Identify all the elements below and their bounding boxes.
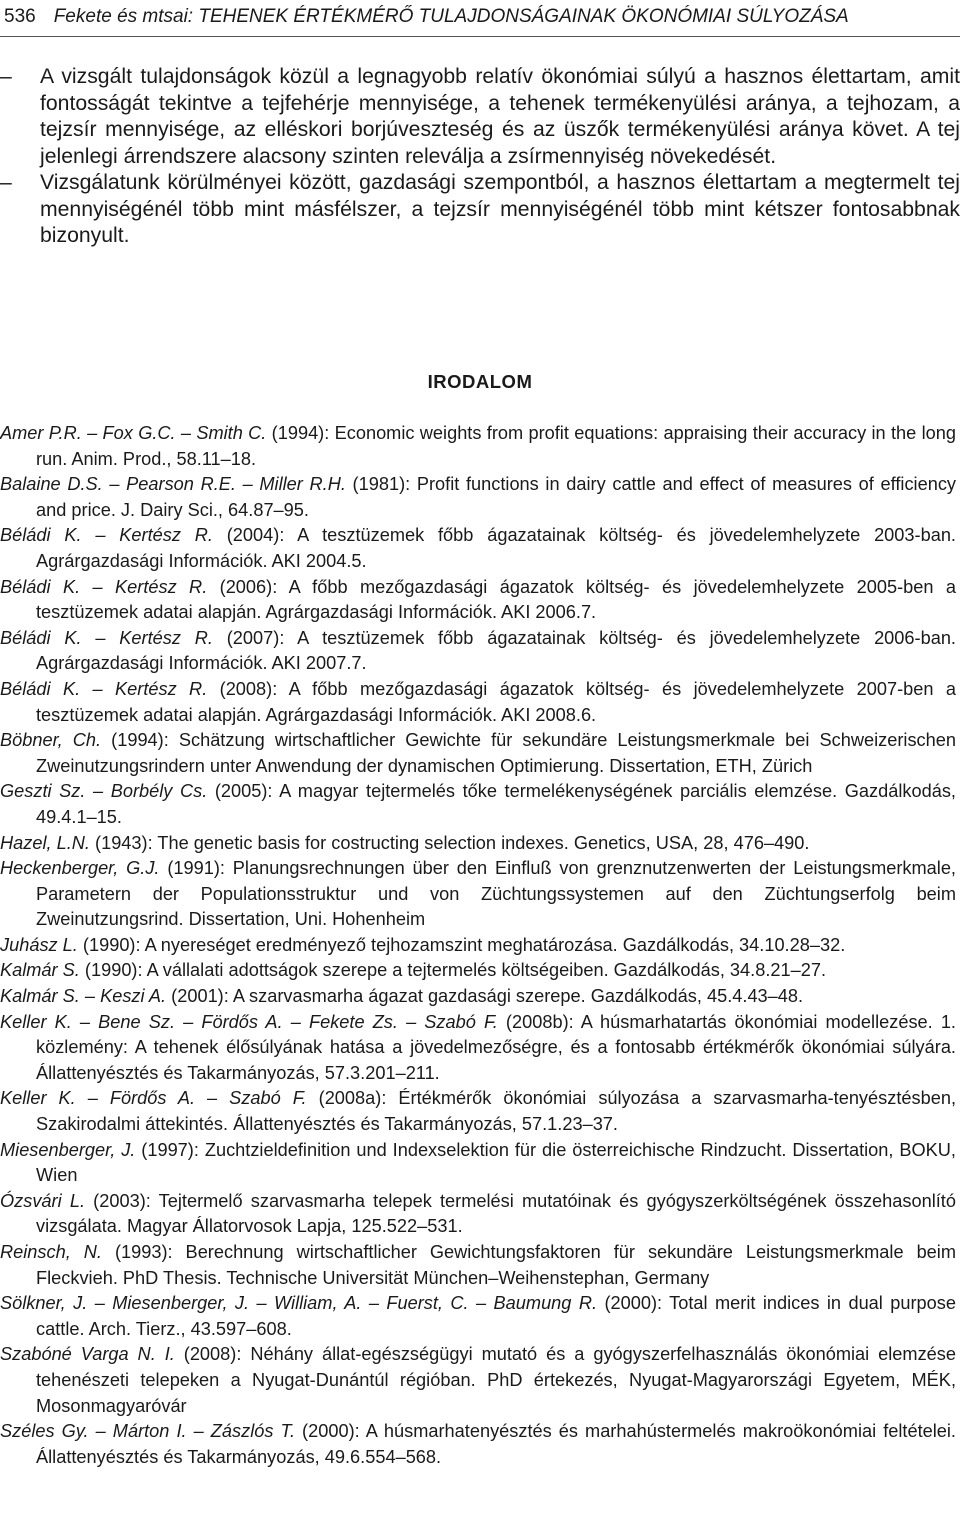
reference-item: [0, 779, 956, 830]
reference-list: [0, 421, 956, 1470]
reference-details: (1990): A vállalati adottságok szerepe a tejtermelés költségeiben. Gazdálkodás, 34.8.21–27.: [79, 960, 827, 981]
reference-authors: Keller K. – Fördős A. – Szabó F.: [0, 1088, 307, 1109]
bullet-item: [0, 170, 960, 250]
reference-details: (2008): Néhány állat-egészségügyi mutató és a gyógyszerfelhasználás ökonómiai elemzése tehenészeti telepeken a Nyugat-Dunántúl régióban. PhD értekezés, Nyugat-Magyarországi Egyetem, MÉK, Mosonmagyaróvár: [36, 1344, 956, 1416]
reference-item: [0, 677, 956, 728]
reference-item: [0, 523, 956, 574]
reference-authors: Béládi K. – Kertész R.: [0, 627, 213, 648]
reference-details: (1994): Economic weights from profit equations: appraising their accuracy in the long run. Anim. Prod., 58.11–18.: [36, 423, 956, 469]
reference-details: (1994): Schätzung wirtschaftlicher Gewichte für sekundäre Leistungsmerkmale bei Schweizerischen Zweinutzungsrindern unter Anwendung der dynamischen Optimierung. Dissertation, ETH, Zürich: [36, 730, 956, 776]
reference-item: [0, 575, 956, 626]
reference-authors: Béládi K. – Kertész R.: [0, 525, 213, 546]
bullet-dash: –: [0, 65, 12, 88]
reference-authors: Hazel, L.N.: [0, 832, 90, 853]
reference-details: (2008b): A húsmarhatartás ökonómiai modellezése. 1. közlemény: A tehenek élősúlyának hatása a jövedelmezőségre, és a fontosabb értékmérők ökonómiai súlyára. Állattenyésztés és Takarmányozás, 57.3.201–211.: [36, 1011, 956, 1083]
reference-item: [0, 856, 956, 933]
reference-details: (2008): A főbb mezőgazdasági ágazatok költség- és jövedelemhelyzete 2007-ben a tesztüzemek adatai alapján. Agrárgazdasági Információk. AKI 2008.6.: [36, 678, 956, 725]
header-rule: [0, 36, 960, 37]
reference-item: [0, 984, 956, 1010]
bullet-item: [0, 64, 960, 170]
reference-details: (2001): A szarvasmarha ágazat gazdasági szerepe. Gazdálkodás, 45.4.43–48.: [166, 986, 804, 1007]
reference-details: (2000): A húsmarhatenyésztés és marhahústermelés makroökonómiai feltételei. Állattenyésztés és Takarmányozás, 49.6.554–568.: [36, 1421, 956, 1467]
page-number: 536: [4, 6, 36, 27]
reference-details: (2000): Total merit indices in dual purpose cattle. Arch. Tierz., 43.597–608.: [36, 1293, 956, 1339]
reference-details: (1997): Zuchtzieldefinition und Indexselektion für die österreichische Rindzucht. Dissertation, BOKU, Wien: [36, 1139, 956, 1186]
bullet-text: A vizsgált tulajdonságok közül a legnagyobb relatív ökonómiai súlyú a hasznos élettartam, amit fontosságát tekintve a tejfehérje mennyisége, a tehenek termékenyülési aránya, a tejhozam, a tejzsír mennyisége, az elléskori borjúveszteség és az üszők termékenyülési aránya követ. A tej jelenlegi árrendszere alacsony szinten releválja a zsírmennyiség növekedését.: [40, 65, 960, 168]
reference-item: [0, 1240, 956, 1291]
reference-details: (1981): Profit functions in dairy cattle and effect of measures of efficiency and price. J. Dairy Sci., 64.87–95.: [36, 474, 957, 520]
reference-authors: Miesenberger, J.: [0, 1139, 136, 1160]
reference-details: (2008a): Értékmérők ökonómiai súlyozása a szarvasmarha-tenyésztésben, Szakirodalmi áttekintés. Állattenyésztés és Takarmányozás, 57.1.23–37.: [36, 1088, 956, 1135]
reference-authors: Ózsvári L.: [0, 1190, 85, 1211]
reference-authors: Béládi K. – Kertész R.: [0, 678, 208, 699]
reference-item: [0, 421, 956, 472]
reference-item: [0, 626, 956, 677]
reference-authors: Heckenberger, G.J.: [0, 858, 160, 879]
reference-item: [0, 1138, 956, 1189]
running-header: [4, 4, 956, 30]
reference-authors: Sölkner, J. – Miesenberger, J. – William, A. – Fuerst, C. – Baumung R.: [0, 1293, 598, 1314]
reference-item: [0, 1010, 956, 1087]
reference-authors: Szabóné Varga N. I.: [0, 1344, 175, 1365]
reference-authors: Kalmár S.: [0, 960, 80, 981]
reference-item: [0, 1342, 956, 1419]
reference-details: (2003): Tejtermelő szarvasmarha telepek termelési mutatóinak és gyógyszerköltségének összehasonlító vizsgálata. Magyar Állatorvosok Lapja, 125.522–531.: [36, 1190, 956, 1237]
reference-item: [0, 1086, 956, 1137]
conclusion-bullets: [0, 64, 960, 250]
reference-authors: Balaine D.S. – Pearson R.E. – Miller R.H.: [0, 474, 346, 495]
reference-item: [0, 958, 956, 984]
reference-details: (1943): The genetic basis for costructing selection indexes. Genetics, USA, 28, 476–490.: [89, 832, 810, 853]
reference-authors: Reinsch, N.: [0, 1242, 102, 1262]
reference-authors: Kalmár S. – Keszi A.: [0, 986, 167, 1007]
reference-item: [0, 1189, 956, 1240]
reference-item: [0, 1419, 956, 1470]
reference-details: (2005): A magyar tejtermelés tőke termelékenységének parciális elemzése. Gazdálkodás, 49.4.1–15.: [36, 781, 956, 827]
reference-authors: Böbner, Ch.: [0, 730, 102, 751]
section-heading: IRODALOM: [427, 371, 533, 392]
reference-item: [0, 933, 956, 959]
reference-details: (2004): A tesztüzemek főbb ágazatainak költség- és jövedelemhelyzete 2003-ban. Agrárgazdasági Információk. AKI 2004.5.: [36, 525, 956, 571]
reference-authors: Béládi K. – Kertész R.: [0, 576, 208, 597]
reference-authors: Juhász L.: [0, 934, 78, 955]
bullet-dash: –: [0, 171, 12, 194]
bullet-text: Vizsgálatunk körülményei között, gazdasági szempontból, a hasznos élettartam a megtermelt tej mennyiségénél több mint másfélszer, a tejzsír mennyiségénél több mint kétszer fontosabbnak bizonyult.: [40, 171, 960, 247]
reference-item: [0, 472, 956, 523]
reference-details: (2006): A főbb mezőgazdasági ágazatok költség- és jövedelemhelyzete 2005-ben a tesztüzemek adatai alapján. Agrárgazdasági Információk. AKI 2006.7.: [36, 576, 956, 623]
reference-details: (1990): A nyereséget eredményező tejhozamszint meghatározása. Gazdálkodás, 34.10.28–32.: [77, 934, 846, 955]
reference-details: (1993): Berechnung wirtschaftlicher Gewichtungsfaktoren für sekundäre Leistungsmerkmale beim Fleckvieh. PhD Thesis. Technische Universität München–Weihenstephan, Germany: [36, 1242, 956, 1288]
reference-item: [0, 728, 956, 779]
reference-authors: Geszti Sz. – Borbély Cs.: [0, 781, 208, 802]
reference-item: [0, 1291, 956, 1342]
running-title: Fekete és mtsai: TEHENEK ÉRTÉKMÉRŐ TULAJDONSÁGAINAK ÖKONÓMIAI SÚLYOZÁSA: [53, 6, 849, 27]
reference-details: (2007): A tesztüzemek főbb ágazatainak költség- és jövedelemhelyzete 2006-ban. Agrárgazdasági Információk. AKI 2007.7.: [36, 627, 956, 674]
reference-item: [0, 831, 956, 857]
reference-details: (1991): Planungsrechnungen über den Einfluß von grenznutzenwerten der Leistungsmerkmale, Parametern der Populationsstruktur und von Züchtungssystemen auf den Züchtungserfolg beim Zweinutzungsrind. Dissertation, Uni. Hohenheim: [36, 858, 956, 930]
reference-authors: Keller K. – Bene Sz. – Fördős A. – Fekete Zs. – Szabó F.: [0, 1011, 498, 1032]
reference-authors: Széles Gy. – Márton I. – Zászlós T.: [0, 1421, 295, 1442]
reference-authors: Amer P.R. – Fox G.C. – Smith C.: [0, 423, 267, 443]
